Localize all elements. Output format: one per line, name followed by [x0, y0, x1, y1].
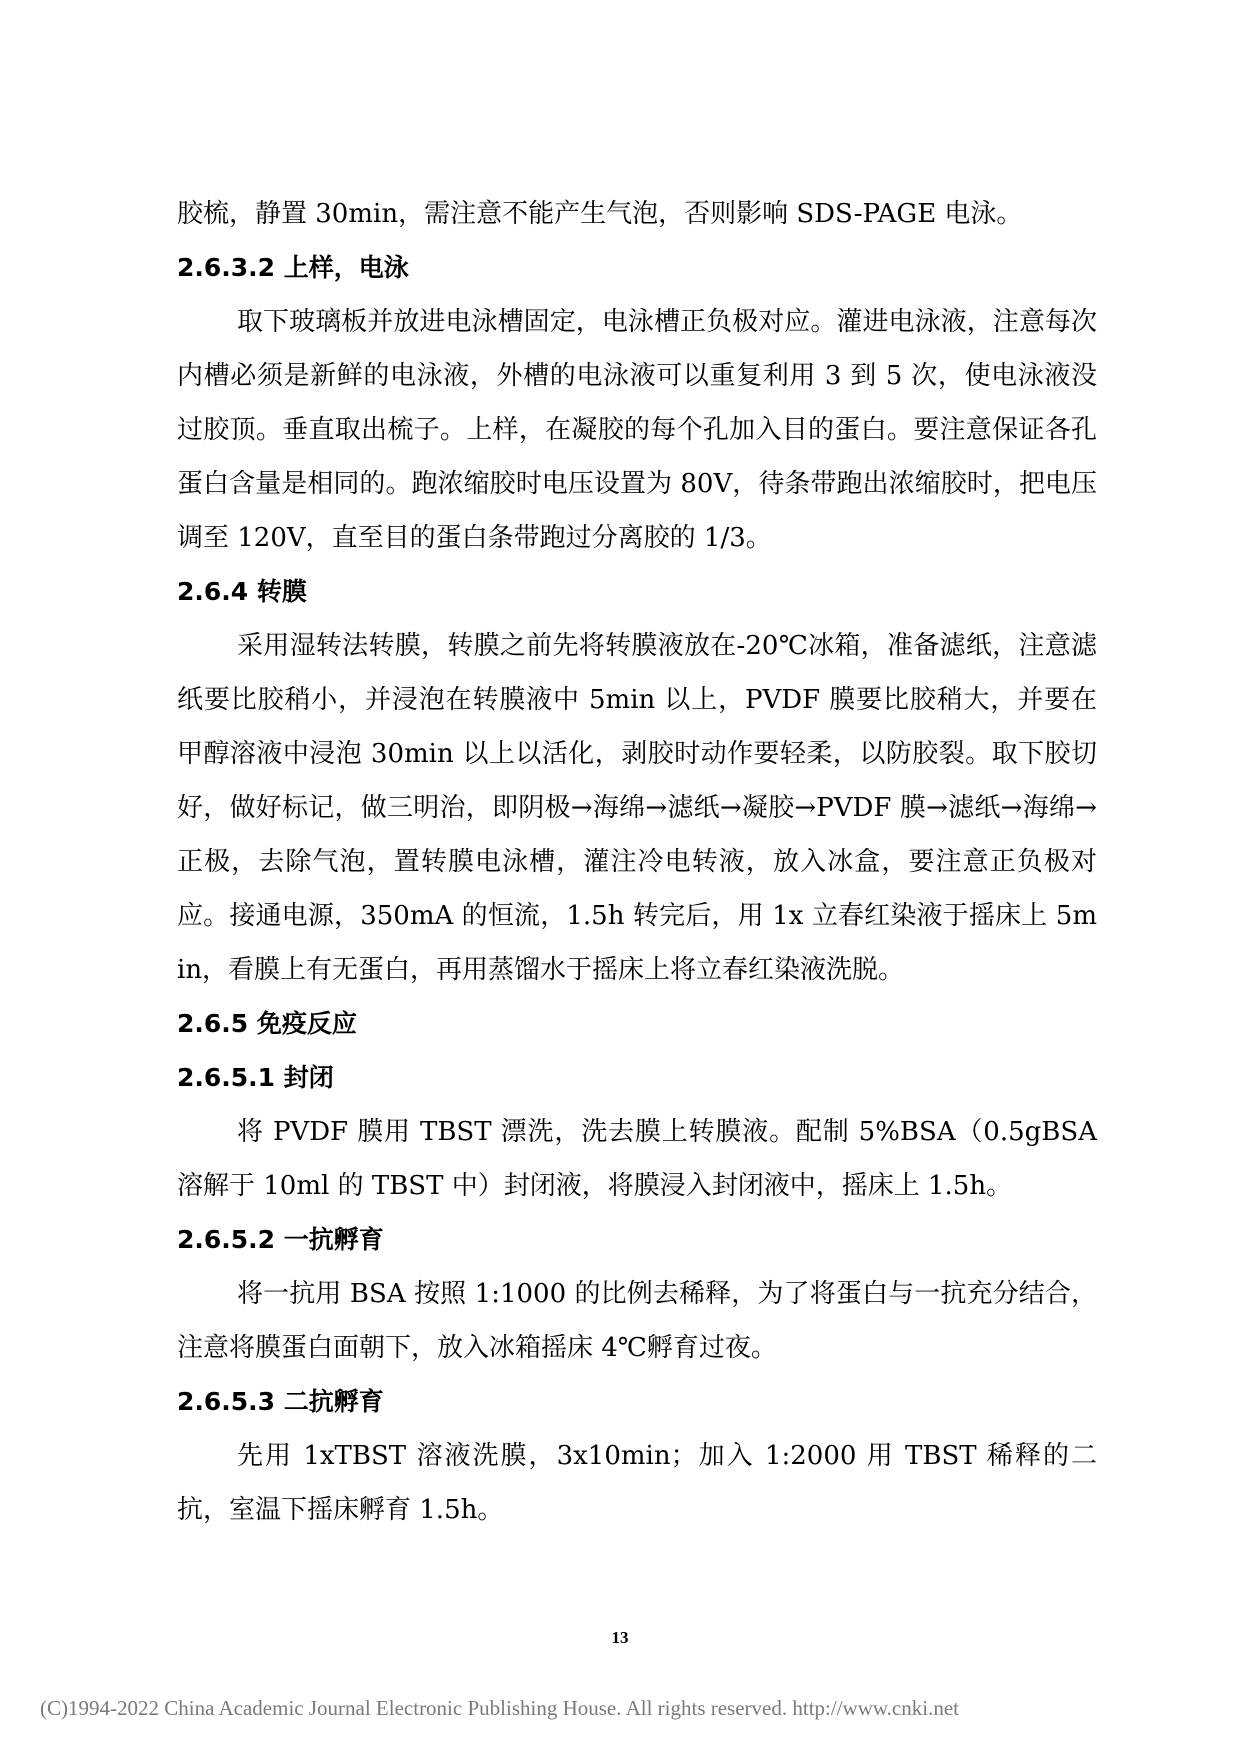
- section-heading: 2.6.5 免疫反应: [177, 1009, 357, 1038]
- paragraph: 采用湿转法转膜，转膜之前先将转膜液放在-20℃冰箱，准备滤纸，注意滤纸要比胶稍小，并浸泡在转膜液中 5min 以上，PVDF 膜要比胶稍大，并要在甲醇溶液中浸泡 30min 以上以活化，剥胶时动作要轻柔，以防胶裂。取下胶切好，做好标记，做三明治，即阴极→海绵→滤纸→凝胶→PVDF 膜→滤纸→海绵→正极，去除气泡，置转膜电泳槽，灌注冷电转液，放入冰盒，要注意正负极对应。接通电源，350mA 的恒流，1.5h 转完后，用 1x 立春红染液于摇床上 5min，看膜上有无蛋白，再用蒸馏水于摇床上将立春红染液洗脱。: [177, 631, 1097, 985]
- section-heading: 2.6.4 转膜: [177, 577, 307, 606]
- paragraph: 将一抗用 BSA 按照 1:1000 的比例去稀释，为了将蛋白与一抗充分结合，注意将膜蛋白面朝下，放入冰箱摇床 4℃孵育过夜。: [177, 1279, 1097, 1363]
- paragraph: 胶梳，静置 30min，需注意不能产生气泡，否则影响 SDS-PAGE 电泳。: [177, 199, 1023, 229]
- paragraph: 取下玻璃板并放进电泳槽固定，电泳槽正负极对应。灌进电泳液，注意每次内槽必须是新鲜的电泳液，外槽的电泳液可以重复利用 3 到 5 次，使电泳液没过胶顶。垂直取出梳子。上样，在凝胶的每个孔加入目的蛋白。要注意保证各孔蛋白含量是相同的。跑浓缩胶时电压设置为 80V，待条带跑出浓缩胶时，把电压调至 120V，直至目的蛋白条带跑过分离胶的 1/3。: [177, 307, 1097, 553]
- section-heading: 2.6.3.2 上样，电泳: [177, 253, 409, 282]
- section-heading: 2.6.5.2 一抗孵育: [177, 1225, 384, 1254]
- document-body: [177, 187, 1097, 1537]
- section-heading: 2.6.5.3 二抗孵育: [177, 1387, 384, 1416]
- page-number: 13: [611, 1628, 629, 1647]
- copyright-footer: (C)1994-2022 China Academic Journal Electronic Publishing House. All rights reserved. http://www.cnki.net: [40, 1696, 959, 1720]
- section-heading: 2.6.5.1 封闭: [177, 1063, 334, 1092]
- paragraph: 将 PVDF 膜用 TBST 漂洗，洗去膜上转膜液。配制 5%BSA（0.5gBSA 溶解于 10ml 的 TBST 中）封闭液，将膜浸入封闭液中，摇床上 1.5h。: [177, 1117, 1097, 1201]
- paragraph: 先用 1xTBST 溶液洗膜，3x10min；加入 1:2000 用 TBST 稀释的二抗，室温下摇床孵育 1.5h。: [177, 1441, 1097, 1525]
